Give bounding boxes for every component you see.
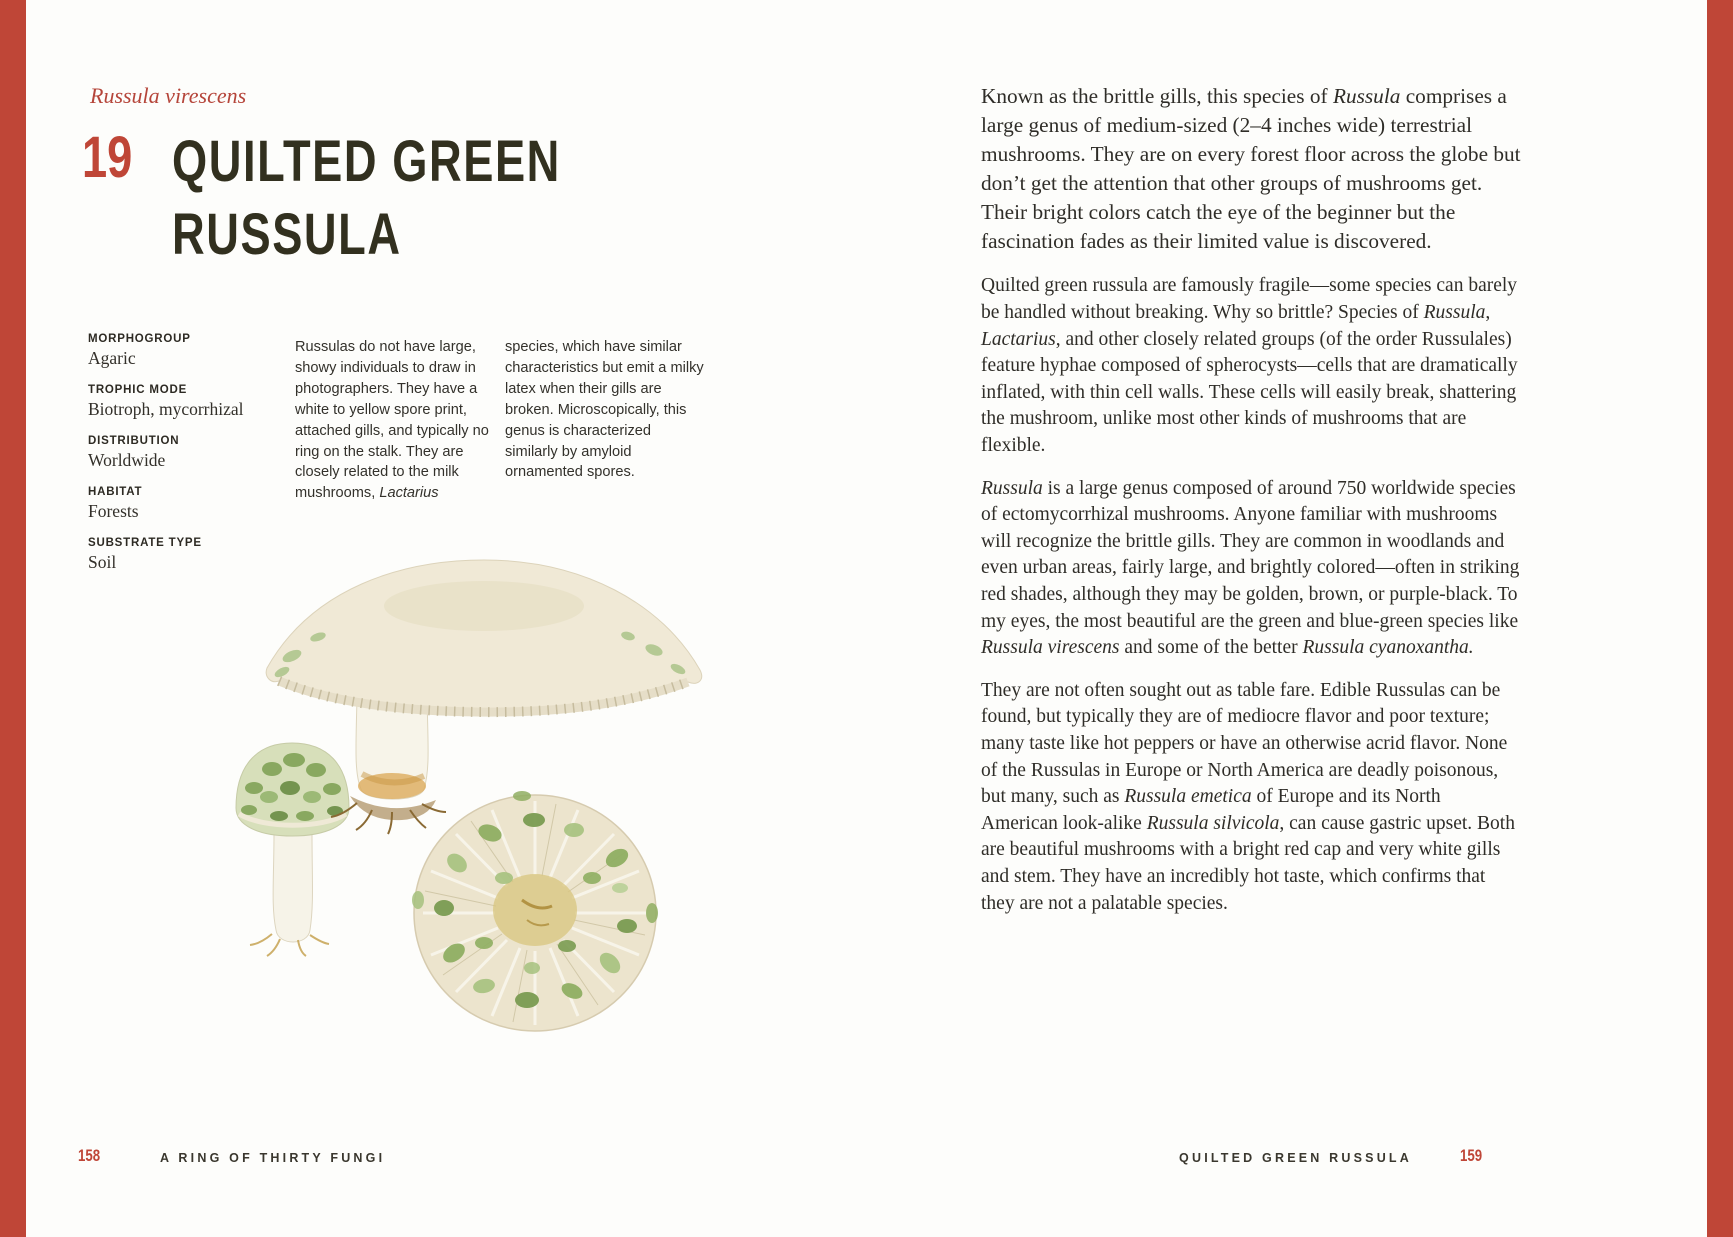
- spec-value: Soil: [88, 552, 117, 572]
- body-paragraph-4: They are not often sought out as table fare. Edible Russulas can be found, but typically they are of mediocre flavor and poor texture; many taste like hot peppers or have an otherwise acrid flavor. None of the Russulas in Europe or North America are deadly poisonous, but many, such as Russula emetica of Europe and its North American look-alike Russula silvicola, can cause gastric upset. Both are beautiful mushrooms with a bright red cap and very white gills and stem. They have an incredibly hot taste, which confirms that they are not a palatable species.: [981, 679, 1515, 914]
- spec-label: DISTRIBUTION: [88, 435, 180, 447]
- spec-distribution: [88, 435, 283, 471]
- spec-value: Worldwide: [88, 450, 166, 470]
- spec-label: TROPHIC MODE: [88, 384, 188, 396]
- species-name: Russula virescens: [90, 83, 247, 108]
- main-text-column: [981, 82, 1521, 933]
- body-paragraph-3: Russula is a large genus composed of around 750 worldwide species of ectomycorrhizal mushrooms. Anyone familiar with mushrooms will recognize the brittle gills. They are common in woodlands and even urban areas, fairly large, and brightly colored—often in striking red shades, although they may be golden, brown, or purple-black. To my eyes, the most beautiful are the green and blue-green species like Russula virescens and some of the better Russula cyanoxantha.: [981, 477, 1520, 659]
- body-paragraph-1: Known as the brittle gills, this species of Russula comprises a large genus of medium-sized (2–4 inches wide) terrestrial mushrooms. They are on every forest floor across the globe but don’t get the attention that other groups of mushrooms get. Their bright colors catch the eye of the beginner but the fascination fades as their limited value is discovered.: [981, 84, 1521, 253]
- chapter-number: 19: [82, 125, 133, 190]
- mushroom-illustration: [222, 548, 714, 1045]
- left-page-number: 158: [78, 1146, 101, 1165]
- spec-label: HABITAT: [88, 486, 143, 498]
- small-mushroom: [236, 743, 349, 956]
- spec-morphogroup: [88, 333, 283, 369]
- cap-top-view: [412, 791, 658, 1031]
- intro-column-2: species, which have similar characteristics but emit a milky latex when their gills are broken. Microscopically, this genus is characterized similarly by amyloid ornamented spores.: [505, 339, 704, 481]
- spec-value: Biotroph, mycorrhizal: [88, 399, 244, 419]
- page-title-line-1: QUILTED GREEN: [172, 129, 561, 194]
- right-page-edge-band: [1707, 0, 1733, 1237]
- spec-habitat: [88, 486, 283, 522]
- spec-value: Forests: [88, 501, 139, 521]
- left-page-edge-band: [0, 0, 26, 1237]
- left-running-title: A RING OF THIRTY FUNGI: [160, 1151, 386, 1165]
- right-page-number: 159: [1460, 1146, 1483, 1165]
- spec-value: Agaric: [88, 348, 136, 368]
- spec-label: MORPHOGROUP: [88, 333, 191, 345]
- spec-trophic-mode: [88, 384, 283, 420]
- right-running-title: QUILTED GREEN RUSSULA: [1179, 1151, 1412, 1165]
- page-title: [172, 125, 561, 271]
- spec-label: SUBSTRATE TYPE: [88, 537, 202, 549]
- body-paragraph-2: Quilted green russula are famously fragile—some species can barely be handled without breaking. Why so brittle? Species of Russula, Lactarius, and other closely related groups (of the order Russulales) feature hyphae composed of spherocysts—cells that are dramatically inflated, with thin cell walls. These cells will easily break, shattering the mushroom, unlike most other kinds of mushrooms that are flexible.: [981, 275, 1518, 456]
- page-title-line-2: RUSSULA: [172, 202, 402, 267]
- intro-column-1: Russulas do not have large, showy individuals to draw in photographers. They have a white to yellow spore print, attached gills, and typically no ring on the stalk. They are closely related to the milk mushrooms, Lactarius: [295, 339, 489, 502]
